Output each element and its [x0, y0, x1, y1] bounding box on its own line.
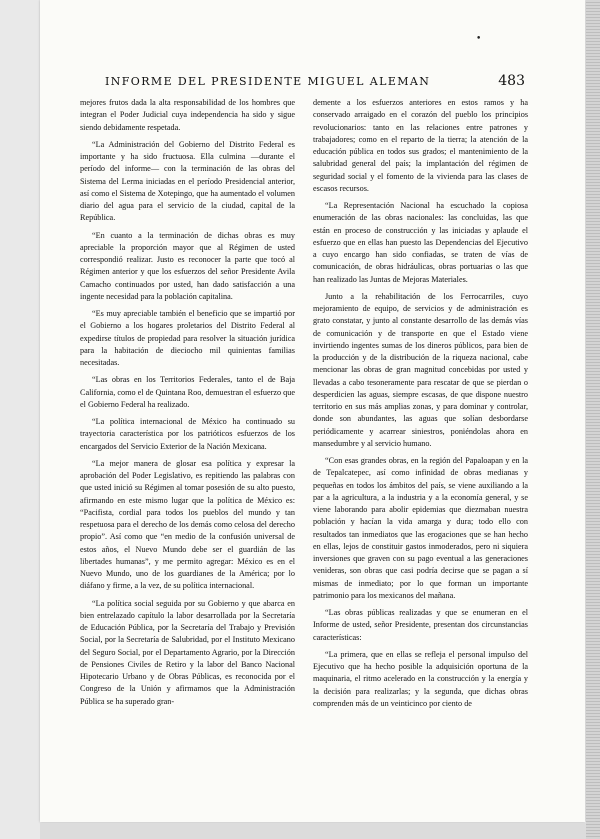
running-header: [105, 75, 525, 88]
page-bottom-edge: [40, 823, 586, 839]
page-number: 483: [498, 73, 525, 89]
paragraph: demente a los esfuerzos anteriores en estos ramos y ha conservado arraigado en el corazón del pueblo los principios revolucionarios: tanto en las relaciones entre patrones y trabajadores; como en el reparto de la tierra; la atención de la educación pública en todos sus grados; el mantenimiento de la salubridad general del país; la implantación del régimen de seguridad social y el fomento de la vivienda para las clases de escasos recursos.: [313, 98, 528, 193]
right-column: [313, 97, 528, 715]
paragraph: “La primera, que en ellas se refleja el personal impulso del Ejecutivo que ha hecho posible la adquisición oportuna de la maquinaria, el ritmo acelerado en la construcción y la energía y la decisión para realizarlas; y la segunda, que dichas obras comprenden más de un veinticinco por ciento de: [313, 649, 528, 708]
paragraph: “Es muy apreciable también el beneficio que se impartió por el Gobierno a los hogares proletarios del Distrito Federal al expedirse títulos de propiedad para resolver la situación jurídica para la habitación de dieciocho mil quinientas familias necesitadas.: [80, 309, 295, 367]
left-column: [80, 97, 295, 713]
paragraph: “En cuanto a la terminación de dichas obras es muy apreciable la proporción mayor que al Régimen de usted correspondió realizar. Justo es reconocer la parte que tocó al Régimen anterior y que los esfuerzos del señor Presidente Avila Camacho continuados por usted, han dado satisfacción a una ingente necesidad para la población capitalina.: [80, 230, 295, 301]
paragraph: “La Administración del Gobierno del Distrito Federal es importante y ha sido fructuosa. Ella culmina —durante el período del informe— con la terminación de las obras del Sistema del Lerma iniciadas en el período Presidencial anterior, así como el Sistema de Xotepingo, que ha aumentado el volumen diario del agua para el servicio de la ciudad, capital de la República.: [80, 139, 295, 223]
paragraph: “Las obras en los Territorios Federales, tanto el de Baja California, como el de Quintana Roo, demuestran el esfuerzo que el Gobierno Federal ha realizado.: [80, 375, 295, 409]
paragraph: “La política social seguida por su Gobierno y que abarca en bien entrelazado capítulo la labor desarrollada por la Secretaría de Educación Pública, por la Secretaría del Trabajo y Previsión Social, por la Secretaría de Salubridad, por el Instituto Mexicano del Seguro Social, por el Departamento Agrario, por la Dirección de Pensiones Civiles de Retiro y la labor del Banco Nacional Hipotecario Urbano y de Obras Públicas, es reconocida por el Congreso de la Unión y afirmamos que la Administración Pública se ha superado gran-: [80, 598, 295, 706]
corner-mark: •: [476, 34, 482, 44]
paragraph: “Las obras públicas realizadas y que se enumeran en el Informe de usted, señor Presidente, presentan dos circunstancias características:: [313, 608, 528, 642]
page-edge: [586, 0, 600, 839]
paragraph: “La Representación Nacional ha escuchado la copiosa enumeración de las obras nacionales: las concluidas, las que están en proceso de construcción y las iniciadas y aplaude el esfuerzo que en ellas han puesto las Dependencias del Ejecutivo a cuyo encargo han sido confiadas, se traten de vías de comunicación, de obras hidráulicas, obras portuarias o las que han realizado las Juntas de Mejoras Materiales.: [313, 201, 528, 284]
paragraph: “La política internacional de México ha continuado su trayectoria característica por los patrióticos esfuerzos de los encargados del Servicio Exterior de la Nación Mexicana.: [80, 417, 295, 451]
paragraph: “Con esas grandes obras, en la región del Papaloapan y en la de Tepalcatepec, así como infinidad de obras medianas y pequeñas en todos los ámbitos del país, se viene auxiliando a la par a la agricultura, a la industria y a la economía general, y se viene laborando para abolir epidemias que diezmaban nuestra población y hacían la vida amarga y dura; todo ello con resultados tan inmediatos que las erogaciones que se han hecho en ellas, lejos de constituir gastos inmoderados, pero ni siquiera inversiones que graven con su pago eventual a las generaciones venideras, son obras que casi podría decirse que se pagan a sí mismas de inmediato; por lo que forman un importante patrimonio para los mexicanos del mañana.: [313, 456, 528, 600]
paragraph: mejores frutos dada la alta responsabilidad de los hombres que integran el Poder Judicial cuya independencia ha sido y sigue siendo debidamente respetada.: [80, 98, 295, 132]
paragraph: Junto a la rehabilitación de los Ferrocarriles, cuyo mejoramiento de equipo, de servicios y de administración es grato constatar, y junto al constante desarrollo de las demás vías de comunicación y de transporte en que el Estado viene invirtiendo ingentes sumas de los dineros públicos, para bien de la producción y de la distribución de la riqueza nacional, cabe mencionar las obras de gran magnitud concebidas por usted y llevadas a cabo tesoneramente para rescatar de que se pierdan o desperdicien las aguas, siempre escasas, de que dispone nuestro territorio en sus más amplias zonas, y para dominar y controlar, donde son abundantes, las aguas que solían desbordarse periódicamente y acarrear siniestros, poniéndolas ahora en mansedumbre y al servicio humano.: [313, 291, 528, 448]
header-title: INFORME DEL PRESIDENTE MIGUEL ALEMAN: [105, 75, 431, 88]
paragraph: “La mejor manera de glosar esa política y expresar la aprobación del Poder Legislativo, es repitiendo las palabras con que usted inició su Régimen al tomar posesión de su alto puesto, afirmando en este mismo lugar que la política de México es: “Pacifista, cordial para todos los pueblos del mundo y tan respetuosa para el derecho de los demás como celosa del derecho propio”. Así como que “en medio de la confusión universal de estos años, el Nuevo Mundo debe ser el guardián de las libertades humanas”, y me permito agregar: México es en el Nuevo Mundo, uno de los guardianes de la América; por lo diáfano y firme, a la vez, de su política internacional.: [80, 458, 295, 591]
